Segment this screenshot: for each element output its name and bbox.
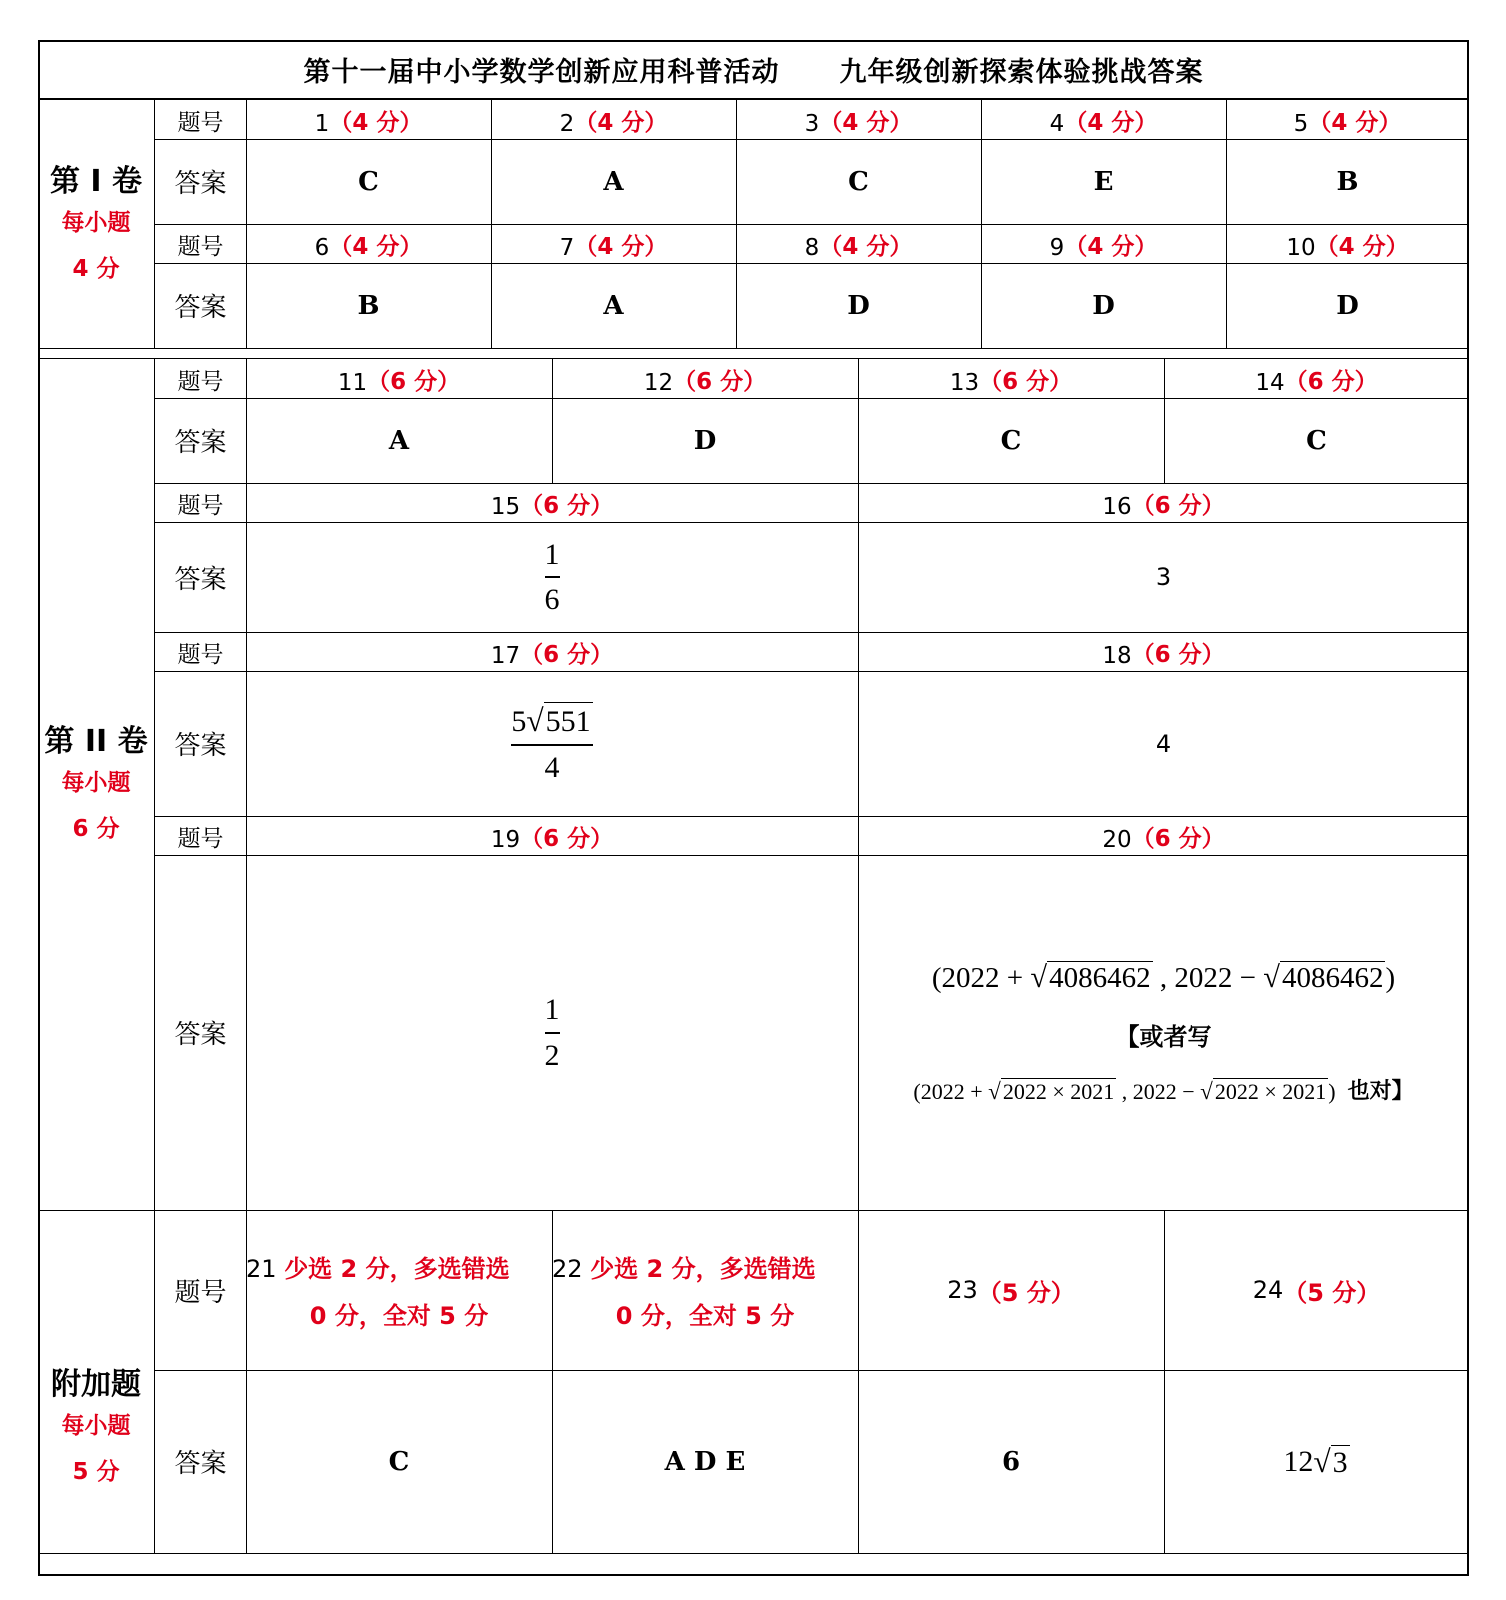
question-number-5: 5 （4 分） [1293,110,1402,137]
title-left: 第十一届中小学数学创新应用科普活动 [303,56,780,88]
answer-16: 3 [1155,563,1172,591]
answer-19 [246,855,858,1210]
qnum-label: 题号 [177,110,224,136]
section-sub: 每小题 [61,1412,131,1439]
numerator: 5 √ 551 [511,701,592,741]
question-number-12: 12 （6 分） [643,369,767,396]
answer-20-alt: (2022 + √ 2022 × 2021 , 2022 − √ 2022 × 2021 ) 也对】 [913,1078,1414,1104]
answer-8: D [847,290,870,321]
question-number-24: 24 （5 分） [1252,1276,1381,1307]
question-number-9: 9 （4 分） [1049,234,1158,261]
answer-6: B [357,290,380,321]
answer-12: D [693,425,717,456]
section-name: 附加题 [51,1366,141,1402]
answer-20-primary: (2022 + √ 4086462 , 2022 − √ 4086462 ) [931,960,1396,994]
answer-10: D [1336,290,1359,321]
answer-label: 答案 [174,564,227,595]
section-part-2 [38,358,154,1210]
question-number-21: 21 少选 2 分，多选错选 0 分，全对 5 分 [246,1255,510,1330]
question-number-22: 22 少选 2 分，多选错选 0 分，全对 5 分 [552,1255,816,1330]
answer-2: A [603,166,624,197]
section-sub: 每小题 [61,770,131,796]
question-number-16: 16 （6 分） [1102,493,1225,520]
denominator: 4 [544,750,560,784]
answer-3: C [848,166,869,197]
answer-21: C [388,1446,410,1477]
numerator: 1 [544,537,560,571]
section-points: 4 分 [72,256,120,282]
question-number-19: 19 （6 分） [490,826,614,853]
answer-20-note: 【或者写 [1115,1023,1212,1051]
question-number-20: 20 （6 分） [1102,826,1225,853]
question-number-7: 7 （4 分） [559,234,668,261]
question-number-14: 14 （6 分） [1255,369,1378,396]
answer-9: D [1092,290,1115,321]
question-number-2: 2 （4 分） [559,110,668,137]
title-right: 九年级创新探索体验挑战答案 [839,56,1204,88]
answer-label: 答案 [174,169,227,199]
fraction [545,536,560,619]
answer-15 [246,522,858,632]
question-number-1: 1 （4 分） [314,110,423,137]
numerator: 1 [544,993,560,1026]
question-number-15: 15 （6 分） [490,493,614,520]
answer-label: 答案 [174,1020,227,1050]
answer-22: A D E [664,1446,746,1477]
qnum-label: 题号 [177,642,224,668]
qnum-label: 题号 [177,493,224,519]
question-number-6: 6 （4 分） [314,234,423,261]
answer-label: 答案 [174,1449,227,1479]
qnum-label: 题号 [177,234,224,260]
section-part-1 [38,100,154,348]
answer-label: 答案 [174,428,227,458]
answer-14: C [1306,425,1327,456]
question-number-11: 11 （6 分） [337,369,461,396]
answer-18: 4 [1155,729,1172,758]
question-number-18: 18 （6 分） [1102,642,1225,669]
answer-23: 6 [1001,1446,1021,1477]
answer-1: C [358,166,379,197]
section-points: 5 分 [72,1458,120,1485]
page-title [38,40,1469,100]
question-number-13: 13 （6 分） [949,369,1073,396]
question-number-8: 8 （4 分） [804,234,913,261]
answer-24: 12 √ 3 [1283,1443,1348,1479]
question-number-10: 10 （4 分） [1286,234,1409,261]
section-extra [38,1210,154,1553]
fraction [545,991,560,1074]
question-number-4: 4 （4 分） [1049,110,1158,137]
question-number-17: 17 （6 分） [490,642,614,669]
answer-5: B [1336,166,1359,197]
question-number-3: 3 （4 分） [804,110,913,137]
qnum-label: 题号 [177,826,224,852]
qnum-label: 题号 [174,1277,227,1308]
section-name: 第 II 卷 [44,724,148,759]
answer-7: A [603,290,624,321]
answer-4: E [1093,166,1114,197]
section-name: 第 I 卷 [49,164,143,199]
answer-label: 答案 [174,293,227,323]
answer-17 [246,671,858,816]
denominator: 2 [544,1038,560,1072]
answer-label: 答案 [174,731,227,761]
qnum-label: 题号 [177,369,224,395]
answer-13: C [1000,425,1022,456]
question-number-23: 23 （5 分） [947,1276,1075,1307]
section-points: 6 分 [72,816,120,842]
denominator: 6 [544,583,560,616]
section-sub: 每小题 [61,210,131,236]
answer-20 [858,855,1469,1210]
fraction [511,701,592,786]
answer-11: A [388,425,410,456]
